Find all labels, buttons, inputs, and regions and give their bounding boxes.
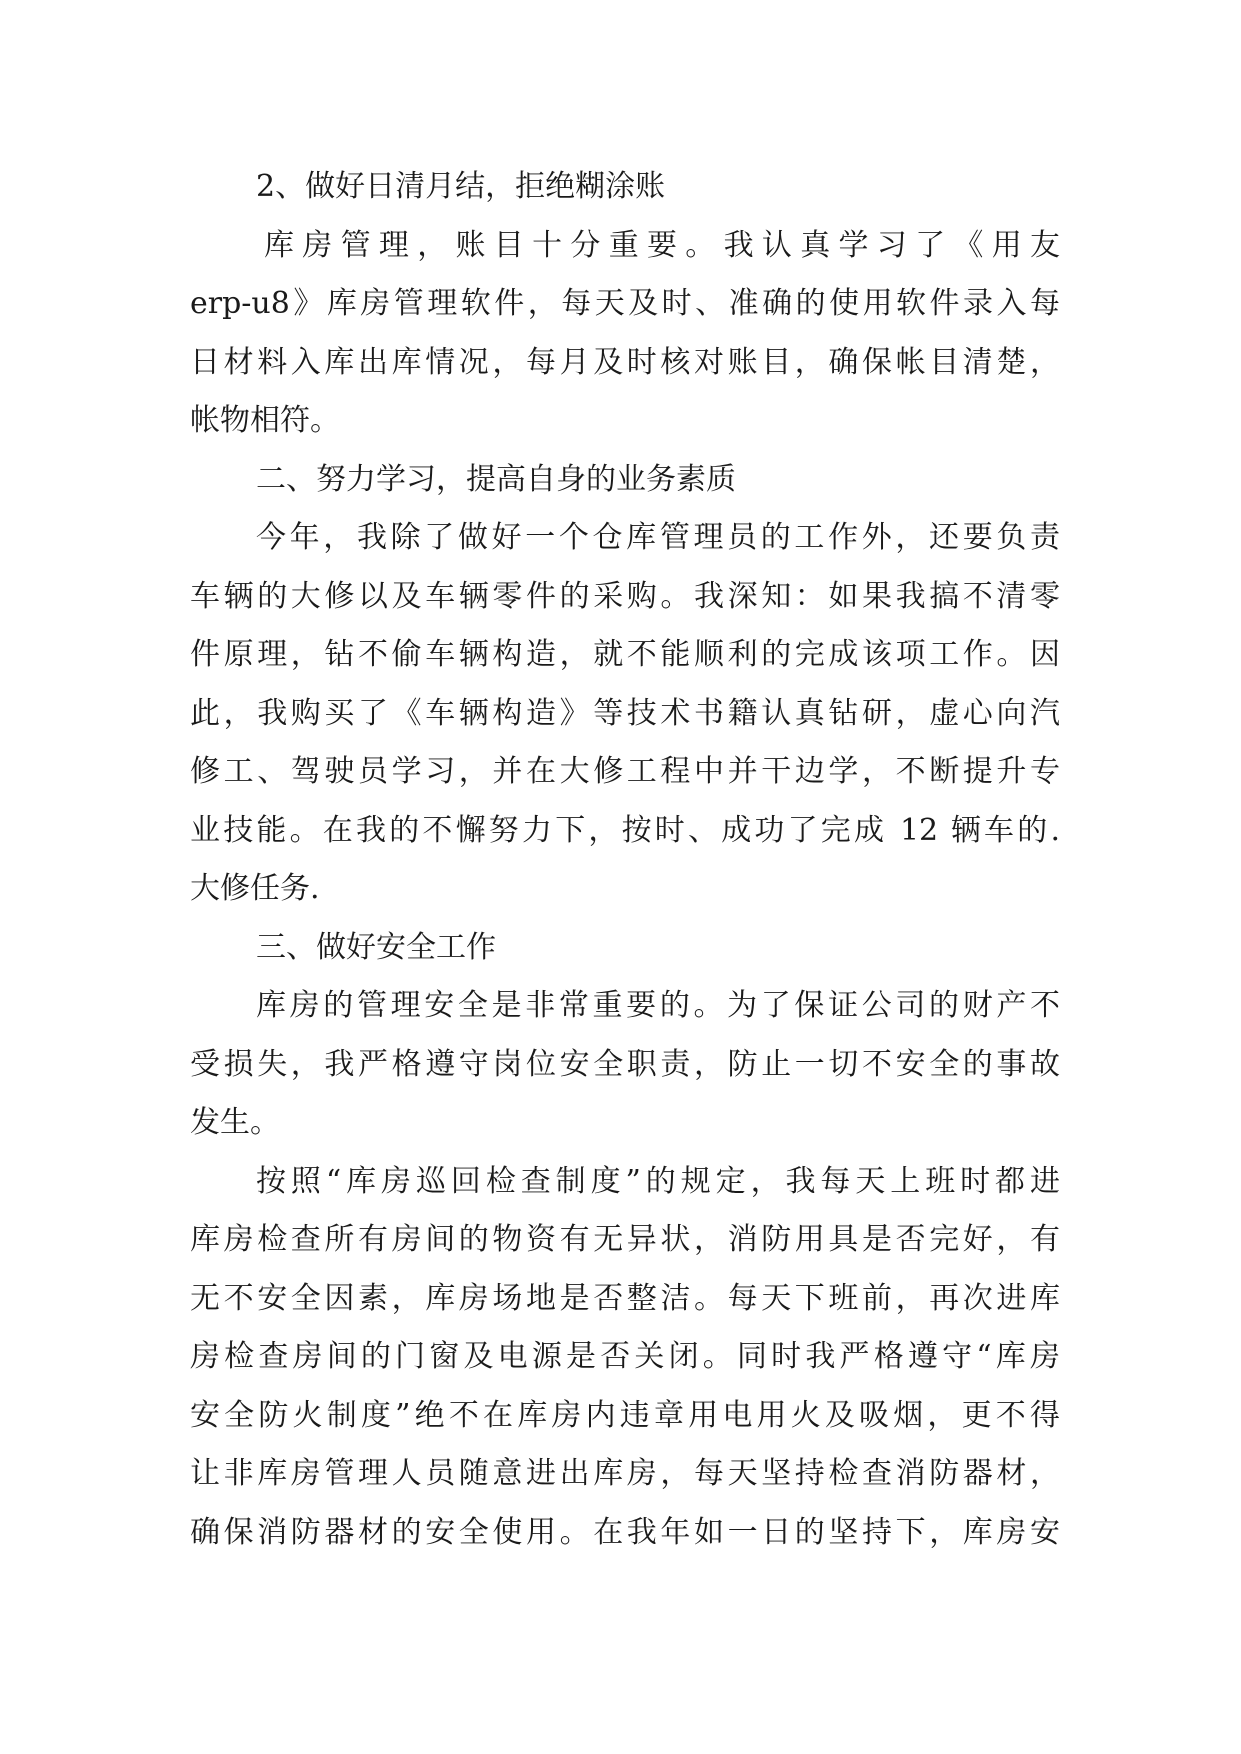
paragraph-line: 确保消防器材的安全使用。在我年如一日的坚持下，库房安: [190, 1514, 1060, 1550]
paragraph-line: 帐物相符。: [190, 403, 340, 438]
paragraph-line: 修工、驾驶员学习，并在大修工程中并干边学，不断提升专: [190, 754, 1060, 789]
paragraph-line: 无不安全因素，库房场地是否整洁。每天下班前，再次进库: [190, 1280, 1060, 1316]
paragraph-line: 库房管理，账目十分重要。我认真学习了《用友: [264, 227, 1060, 263]
paragraph-line: 日材料入库出库情况，每月及时核对账目，确保帐目清楚，: [190, 344, 1060, 380]
paragraph-line: 库房检查所有房间的物资有无异状，消防用具是否完好，有: [190, 1222, 1060, 1257]
paragraph-line: 按照“库房巡回检查制度”的规定，我每天上班时都进: [256, 1163, 1060, 1199]
paragraph-line: erp-u8》库房管理软件，每天及时、准确的使用软件录入每: [190, 286, 1060, 321]
paragraph-line: 发生。: [190, 1105, 280, 1140]
paragraph-line: 业技能。在我的不懈努力下，按时、成功了完成 12 辆车的.: [190, 812, 1060, 848]
paragraph-line: 车辆的大修以及车辆零件的采购。我深知：如果我搞不清零: [190, 578, 1060, 614]
section-heading-line: 三、做好安全工作: [256, 929, 496, 965]
paragraph-line: 今年，我除了做好一个仓库管理员的工作外，还要负责: [256, 520, 1060, 555]
paragraph-line: 库房的管理安全是非常重要的。为了保证公司的财产不: [256, 988, 1060, 1023]
paragraph-line: 大修任务.: [190, 871, 320, 906]
subheading-line: 2、做好日清月结，拒绝糊涂账: [256, 169, 666, 204]
paragraph-line: 让非库房管理人员随意进出库房，每天坚持检查消防器材，: [190, 1456, 1060, 1491]
paragraph-line: 件原理，钻不偷车辆构造，就不能顺利的完成该项工作。因: [190, 637, 1060, 672]
paragraph-line: 安全防火制度”绝不在库房内违章用电用火及吸烟，更不得: [190, 1397, 1060, 1433]
document-body: [190, 158, 1060, 1562]
paragraph-line: 此，我购买了《车辆构造》等技术书籍认真钻研，虚心向汽: [190, 695, 1060, 731]
paragraph-line: 受损失，我严格遵守岗位安全职责，防止一切不安全的事故: [190, 1046, 1060, 1082]
paragraph-line: 房检查房间的门窗及电源是否关闭。同时我严格遵守“库房: [190, 1339, 1060, 1374]
section-heading-line: 二、努力学习，提高自身的业务素质: [256, 461, 736, 497]
